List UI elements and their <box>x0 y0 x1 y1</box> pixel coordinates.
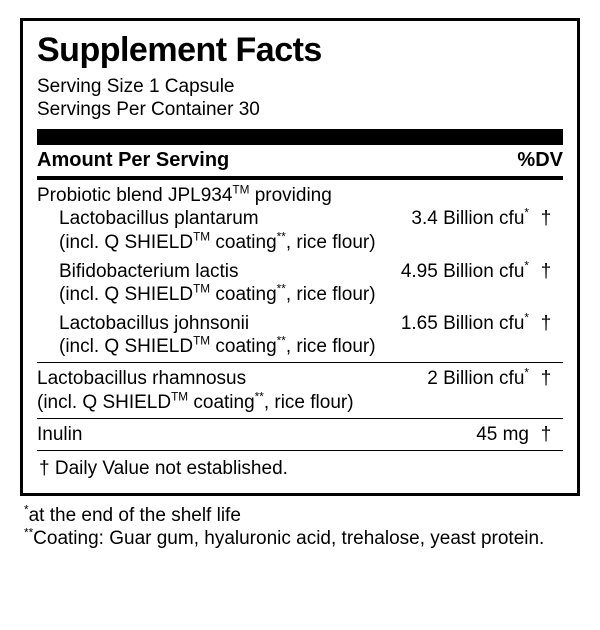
subnote-tail: , rice flour) <box>285 283 376 305</box>
nutrient-subnote <box>37 231 563 254</box>
amount-per-serving-header <box>37 145 563 180</box>
nutrient-amount: 3.4 Billion cfu* <box>411 207 529 230</box>
coating-asterisks: ** <box>254 390 264 404</box>
coating-asterisks: ** <box>276 282 286 296</box>
nutrient-name: Lactobacillus plantarum <box>59 208 259 230</box>
trademark-icon: TM <box>193 282 211 296</box>
subnote-tail: , rice flour) <box>285 231 376 253</box>
nutrient-dv: † <box>540 313 552 335</box>
nutrient-dv: † <box>540 423 552 445</box>
thick-divider-bar <box>37 129 563 145</box>
shelf-life-asterisk: * <box>524 311 529 325</box>
probiotic-blend-lead <box>37 184 563 207</box>
table-row <box>37 367 563 390</box>
nutrient-group-inulin <box>37 419 563 451</box>
table-row <box>37 260 563 283</box>
serving-size: Serving Size 1 Capsule <box>37 75 235 97</box>
subnote-prefix: (incl. Q SHIELD <box>37 391 172 413</box>
amount-per-serving-label: Amount Per Serving <box>37 149 230 172</box>
table-row <box>37 423 563 446</box>
blend-lead-tail: providing <box>249 185 332 207</box>
subnote-prefix: (incl. Q SHIELD <box>59 231 194 253</box>
shelf-life-note-text: at the end of the shelf life <box>28 504 241 526</box>
asterisk-icon: * <box>24 503 29 517</box>
nutrient-dv: † <box>540 368 552 390</box>
outside-footnotes <box>20 496 580 550</box>
table-row <box>37 312 563 335</box>
nutrient-group-blend <box>37 180 563 363</box>
table-row <box>37 207 563 230</box>
trademark-icon: TM <box>193 334 211 348</box>
shelf-life-asterisk: * <box>524 367 529 381</box>
coating-asterisks: ** <box>276 230 286 244</box>
servings-per-container: Servings Per Container 30 <box>37 99 260 121</box>
nutrient-name: Inulin <box>37 423 83 445</box>
nutrient-name: Lactobacillus johnsonii <box>59 313 250 335</box>
coating-note <box>24 527 578 550</box>
page-title: Supplement Facts <box>37 31 322 69</box>
shelf-life-asterisk: * <box>524 207 529 221</box>
subnote-prefix: (incl. Q SHIELD <box>59 336 194 358</box>
trademark-icon: TM <box>232 183 250 197</box>
subnote-tail: , rice flour) <box>263 391 354 413</box>
subnote-mid: coating <box>188 391 255 413</box>
blend-name: Probiotic blend JPL934 <box>37 185 233 207</box>
nutrient-amount: 2 Billion cfu* <box>427 367 529 390</box>
double-asterisk-icon: ** <box>24 526 34 540</box>
shelf-life-note <box>24 504 578 527</box>
nutrient-amount: 45 mg <box>476 423 529 445</box>
nutrient-amount: 4.95 Billion cfu* <box>400 259 529 282</box>
subnote-prefix: (incl. Q SHIELD <box>59 283 194 305</box>
nutrient-subnote <box>37 391 563 414</box>
shelf-life-asterisk: * <box>524 259 529 273</box>
nutrient-dv: † <box>540 208 552 230</box>
subnote-tail: , rice flour) <box>285 336 376 358</box>
trademark-icon: TM <box>171 390 189 404</box>
coating-asterisks: ** <box>276 334 286 348</box>
nutrient-subnote <box>37 335 563 358</box>
trademark-icon: TM <box>193 230 211 244</box>
subnote-mid: coating <box>210 283 277 305</box>
daily-value-footnote: † Daily Value not established. <box>39 457 288 479</box>
nutrient-name: Bifidobacterium lactis <box>59 260 239 282</box>
subnote-mid: coating <box>210 336 277 358</box>
supplement-facts-panel <box>20 18 580 496</box>
nutrient-subnote <box>37 283 563 306</box>
subnote-mid: coating <box>210 231 277 253</box>
nutrient-group-rhamnosus <box>37 363 563 418</box>
nutrient-amount: 1.65 Billion cfu* <box>400 311 529 335</box>
coating-note-text: Coating: Guar gum, hyaluronic acid, trehalose, yeast protein. <box>33 527 545 549</box>
daily-value-label: %DV <box>517 149 563 172</box>
nutrient-name: Lactobacillus rhamnosus <box>37 368 247 390</box>
nutrient-dv: † <box>540 260 552 282</box>
